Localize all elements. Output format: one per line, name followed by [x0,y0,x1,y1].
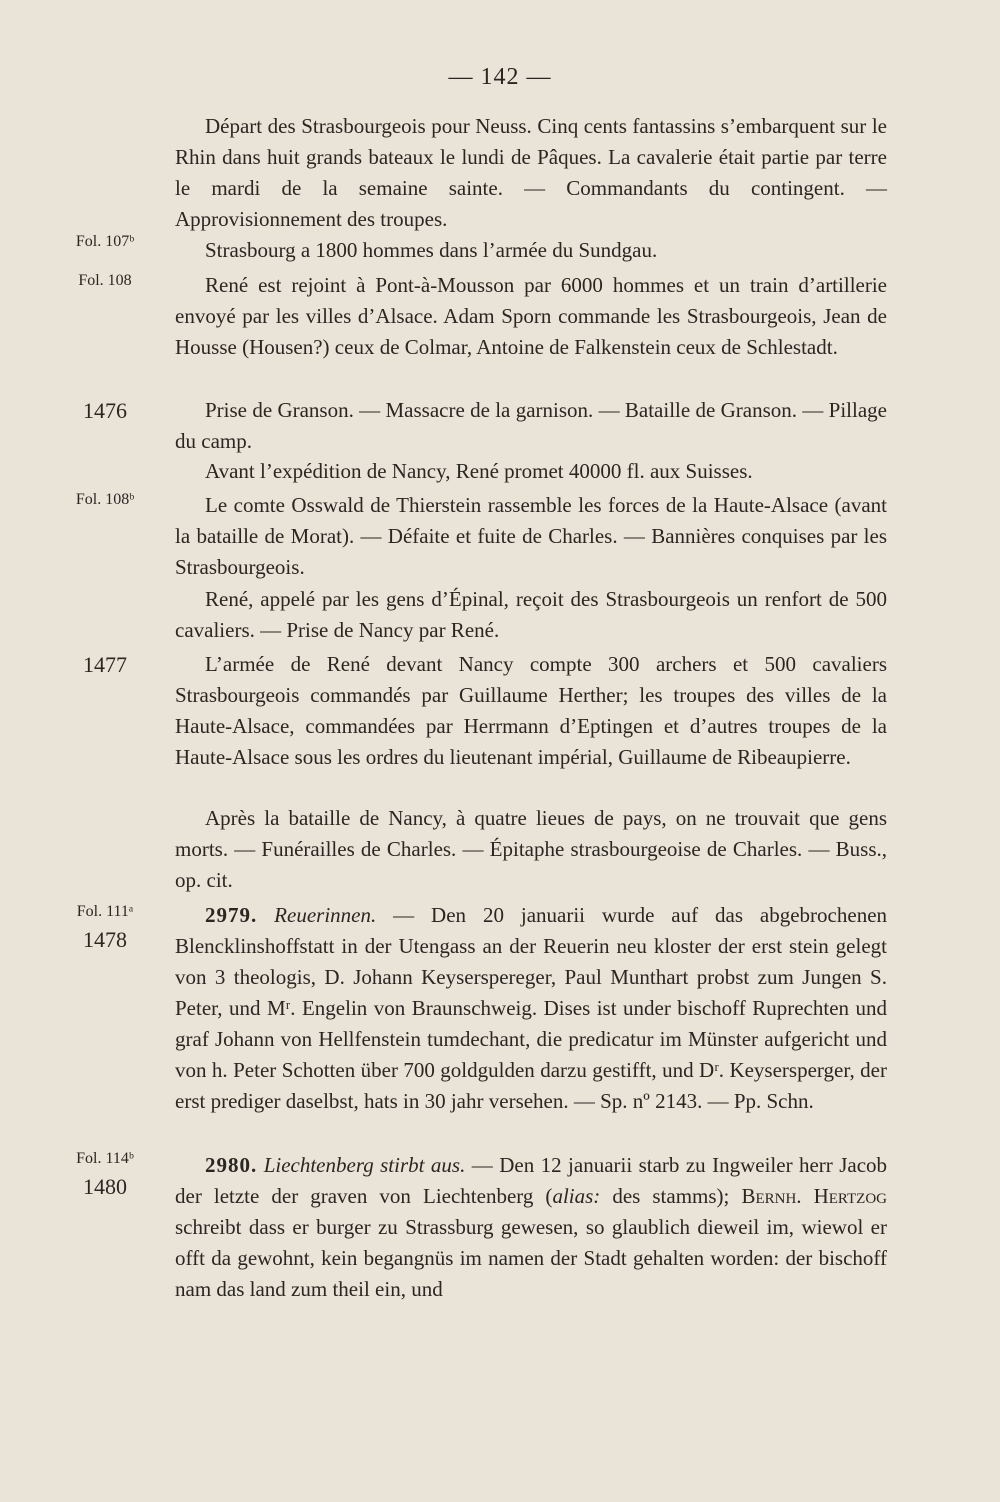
paragraph: René, appelé par les gens d’Épinal, reçoit des Strasbourgeois un renfort de 500 cavaliers. — Prise de Nancy par René. [175,587,887,642]
entry-alias: alias: [552,1184,601,1208]
margin-folio: Fol. 107ᵇ [75,233,135,250]
margin-note-fol-107b [40,233,170,251]
paragraph: Avant l’expédition de Nancy, René promet 40000 fl. aux Suisses. [205,459,753,483]
paragraph: L’armée de René devant Nancy compte 300 archers et 500 cavaliers Strasbourgeois commandés par Guillaume Herther; les troupes des villes de la Haute-Alsace, commandées par Herrmann d’Eptingen et d’autres troupes de la Haute-Alsace sous les ordres du lieutenant impérial, Guillaume de Ribeaupierre. [175,652,887,769]
margin-folio: Fol. 108 [78,272,132,289]
entry-author: Bernh. Hertzog [741,1184,888,1208]
margin-note-fol-111a [40,903,170,953]
margin-year: 1476 [83,398,127,423]
entry-body: des stamms); [600,1184,742,1208]
margin-note-fol-114b [40,1150,170,1200]
paragraph: Le comte Osswald de Thierstein rassemble les forces de la Haute-Alsace (avant la bataille de Morat). — Défaite et fuite de Charles. — Bannières conquises par les Strasbourgeois. [175,493,887,579]
entry-2980 [175,1150,887,1305]
entry-title: Liechtenberg stirbt aus. [263,1153,466,1177]
paragraph: Après la bataille de Nancy, à quatre lieues de pays, on ne trouvait que gens morts. — Funérailles de Charles. — Épitaphe strasbourgeoise de Charles. — Buss., op. cit. [175,806,887,892]
margin-note-fol-108b [40,491,170,509]
entry-body: — Den 12 januarii starb zu Ingweiler herr Jacob der letzte der graven von Liechtenberg ( [175,1153,888,1208]
entry-body: schreibt dass er burger zu Strassburg gewesen, so glaublich dieweil im, wiewol er offt da gewohnt, kein begangnüs im namen der Stadt gehalten worden: der bischoff nam das land zum theil ein, und [175,1215,887,1301]
entry-2979 [175,900,887,1117]
margin-folio: Fol. 108ᵇ [75,491,135,508]
paragraph: René est rejoint à Pont-à-Mousson par 6000 hommes et un train d’artillerie envoyé par les villes d’Alsace. Adam Sporn commande les Strasbourgeois, Jean de Housse (Housen?) ceux de Colmar, Antoine de Falkenstein ceux de Schlestadt. [175,273,887,359]
margin-note-1477 [40,652,170,677]
paragraph: Départ des Strasbourgeois pour Neuss. Cinq cents fantassins s’embarquent sur le Rhin dans huit grands bateaux le lundi de Pâques. La cavalerie était partie par terre le mardi de la semaine sainte. — Commandants du contingent. — Approvisionnement des troupes. [175,114,887,231]
margin-folio: Fol. 114ᵇ [76,1150,134,1167]
page-number: — 142 — [448,64,552,90]
margin-year: 1477 [83,652,127,677]
entry-number: 2980. [205,1153,258,1177]
margin-folio: Fol. 111ᵃ [76,903,134,920]
margin-year: 1478 [83,927,127,953]
entry-body: — Den 20 januarii wurde auf das abgebrochenen Blencklinshoffstatt in der Utengass an der Reuerin neu kloster der erst stein gelegt von 3 theologis, D. Johann Keyserspereger, Paul Munthart probst zum Jungen S. Peter, und Mʳ. Engelin von Braunschweig. Dises ist under bischoff Ruprechten und graf Johann von Hellfenstein tumdechant, die predicatur im Münster aufgericht und von h. Peter Schotten über 700 goldgulden darzu gestifft, und Dʳ. Keysersperger, der erst prediger daselbst, hats in 30 jahr versehen. — Sp. nº 2143. — Pp. Schn. [175,903,888,1113]
paragraph: Strasbourg a 1800 hommes dans l’armée du Sundgau. [205,238,658,262]
margin-note-fol-108 [40,272,170,290]
margin-note-1476 [40,398,170,423]
entry-title: Reuerinnen. [274,903,377,927]
margin-year: 1480 [83,1174,127,1200]
entry-number: 2979. [205,903,258,927]
paragraph: Prise de Granson. — Massacre de la garnison. — Bataille de Granson. — Pillage du camp. [175,398,887,453]
